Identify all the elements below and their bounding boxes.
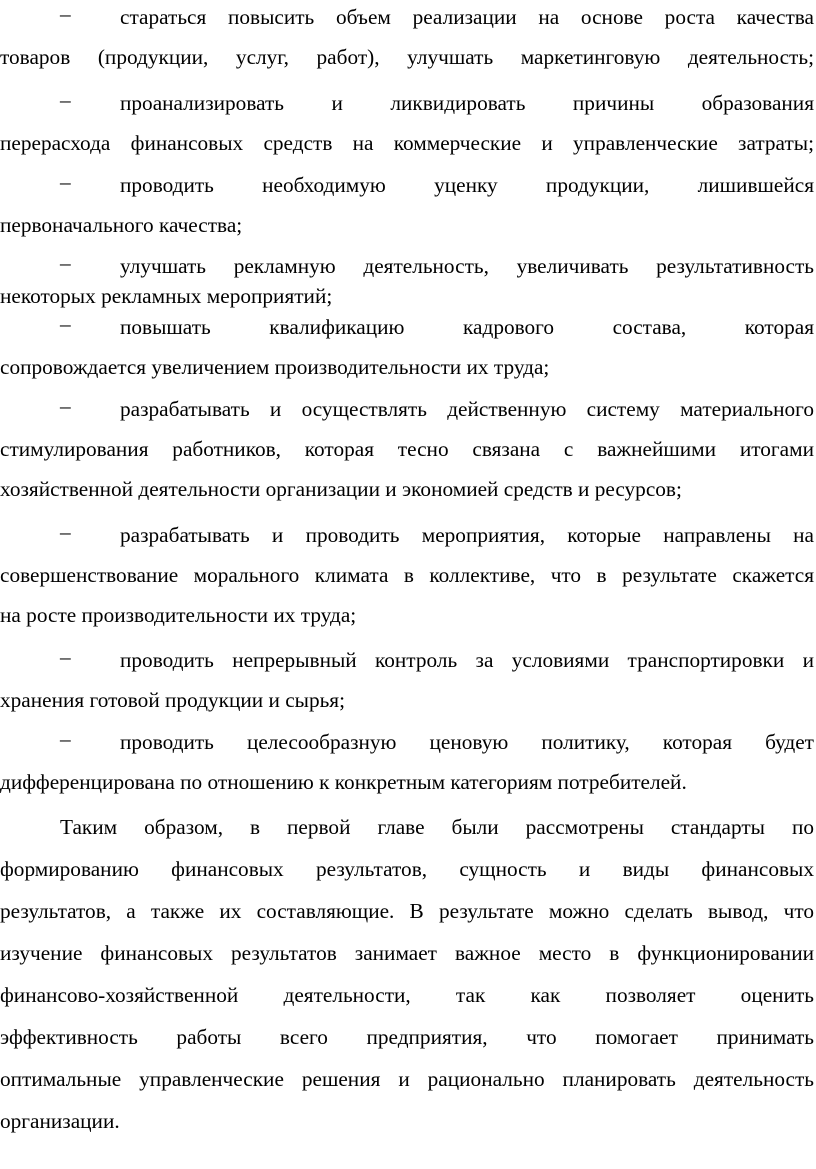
text-line: проводить целесообразную ценовую политику, которая будет <box>120 730 814 754</box>
text-line: проводить необходимую уценку продукции, лишившейся <box>120 173 814 197</box>
text-line: Таким образом, в первой главе были рассмотрены стандарты по <box>60 815 814 839</box>
text-line: повышать квалификацию кадрового состава, которая <box>120 315 814 339</box>
text-line: улучшать рекламную деятельность, увеличивать результативность <box>120 254 814 278</box>
dash-marker: – <box>60 312 71 336</box>
dash-marker: – <box>60 520 71 544</box>
text-line: разрабатывать и осуществлять действенную систему материального <box>120 397 814 421</box>
text-line: эффективность работы всего предприятия, что помогает принимать <box>0 1025 814 1049</box>
bullet-item <box>0 170 814 240</box>
bullet-item <box>0 394 814 504</box>
dash-marker: – <box>60 394 71 418</box>
bullet-item <box>0 251 814 311</box>
bullet-item <box>0 2 814 72</box>
text-line: результатов, а также их составляющие. В результате можно сделать вывод, что <box>0 899 814 923</box>
text-line: организации. <box>0 1109 120 1133</box>
text-line: изучение финансовых результатов занимает важное место в функционировании <box>0 941 814 965</box>
dash-marker: – <box>60 645 71 669</box>
text-line: хранения готовой продукции и сырья; <box>0 688 346 712</box>
dash-marker: – <box>60 2 71 26</box>
dash-marker: – <box>60 251 71 275</box>
text-line: перерасхода финансовых средств на коммерческие и управленческие затраты; <box>0 131 814 155</box>
text-line: некоторых рекламных мероприятий; <box>0 284 333 308</box>
text-line: разрабатывать и проводить мероприятия, которые направлены на <box>120 523 814 547</box>
text-line: дифференцирована по отношению к конкретным категориям потребителей. <box>0 770 687 794</box>
bullet-item <box>0 727 814 797</box>
bullet-item <box>0 645 814 715</box>
bullet-item <box>0 88 814 158</box>
text-line: проводить непрерывный контроль за условиями транспортировки и <box>120 648 814 672</box>
conclusion-paragraph <box>0 812 814 1136</box>
text-line: финансово-хозяйственной деятельности, так как позволяет оценить <box>0 983 814 1007</box>
text-line: сопровождается увеличением производительности их труда; <box>0 355 550 379</box>
text-line: проанализировать и ликвидировать причины образования <box>120 91 814 115</box>
text-line: товаров (продукции, услуг, работ), улучшать маркетинговую деятельность; <box>0 45 814 69</box>
dash-marker: – <box>60 170 71 194</box>
text-line: стараться повысить объем реализации на основе роста качества <box>120 5 814 29</box>
bullet-item <box>0 312 814 382</box>
text-line: совершенствование морального климата в коллективе, что в результате скажется <box>0 563 814 587</box>
text-line: на росте производительности их труда; <box>0 603 357 627</box>
bullet-item <box>0 520 814 630</box>
text-line: стимулирования работников, которая тесно связана с важнейшими итогами <box>0 437 814 461</box>
dash-marker: – <box>60 88 71 112</box>
text-line: формированию финансовых результатов, сущность и виды финансовых <box>0 857 814 881</box>
text-line: первоначального качества; <box>0 213 243 237</box>
text-line: оптимальные управленческие решения и рационально планировать деятельность <box>0 1067 814 1091</box>
dash-marker: – <box>60 727 71 751</box>
text-line: хозяйственной деятельности организации и экономией средств и ресурсов; <box>0 477 682 501</box>
